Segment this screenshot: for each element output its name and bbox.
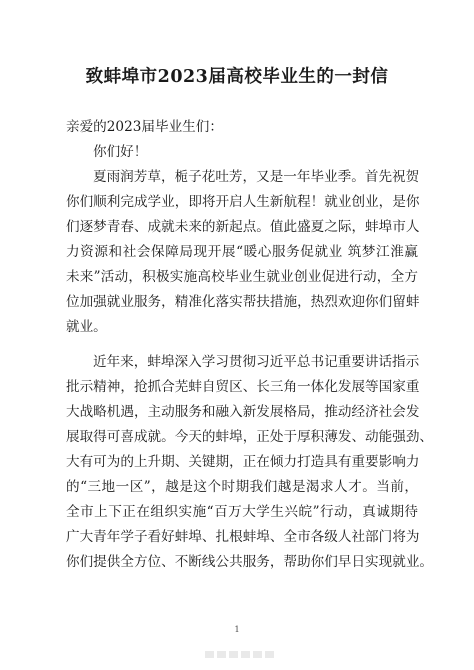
paragraph-line: 们逐梦青春、成就未来的新起点。值此盛夏之际，蚌埠市人 [66,219,420,235]
paragraph-line: 广大青年学子看好蚌埠、扎根蚌埠、全市各级人社部门将为 [66,529,420,545]
paragraph-2 [66,350,434,575]
paragraph-line: 展取得可喜成就。今天的蚌埠，正处于厚积薄发、动能强劲、 [66,429,434,445]
letter-title: 致蚌埠市2023届高校毕业生的一封信 [85,67,389,87]
watermark-glyph [265,651,274,658]
paragraph-line: 未来”活动，积极实施高校毕业生就业创业促进行动，全方 [66,269,418,285]
paragraph-line: 就业。 [66,319,107,335]
watermark-glyph [229,651,238,658]
watermark-glyph [205,651,214,658]
watermark-glyph [253,651,262,658]
paragraph-line: 你们提供全方位、不断线公共服务，帮助你们早日实现就业。 [66,554,434,570]
paragraph-line: 夏雨润芳草，栀子花吐芳，又是一年毕业季。首先祝贺 [93,169,420,185]
paragraph-gap [66,340,418,350]
salutation: 亲爱的2023届毕业生们： [66,119,223,135]
paragraph-line: 位加强就业服务，精准化落实帮扶措施，热烈欢迎你们留蚌 [66,294,420,310]
paragraph-line: 大有可为的上升期、关键期，正在倾力打造具有重要影响力 [66,454,420,470]
paragraph-1 [66,165,418,340]
paragraph-line: 近年来，蚌埠深入学习贯彻习近平总书记重要讲话指示 [93,354,420,370]
watermark-glyph [217,651,226,658]
paragraph-line: 批示精神，抢抓合芜蚌自贸区、长三角一体化发展等国家重 [66,379,420,395]
paragraph-line: 大战略机遇，主动服务和融入新发展格局，推动经济社会发 [66,404,420,420]
paragraph-line: 你们顺利完成学业，即将开启人生新航程！就业创业，是你 [66,194,420,210]
watermark-glyph [241,651,250,658]
paragraph-line: 全市上下正在组织实施“百万大学生兴皖”行动，真诚期待 [66,504,418,520]
greeting: 你们好！ [93,144,148,160]
letter-body [66,115,434,575]
watermark [205,650,273,659]
paragraph-line: 力资源和社会保障局现开展“暖心服务促就业 筑梦江淮赢 [66,244,418,260]
paragraph-line: 的“三地一区”，越是这个时期我们越是渴求人才。当前， [66,479,418,495]
page-number: 1 [234,625,240,634]
